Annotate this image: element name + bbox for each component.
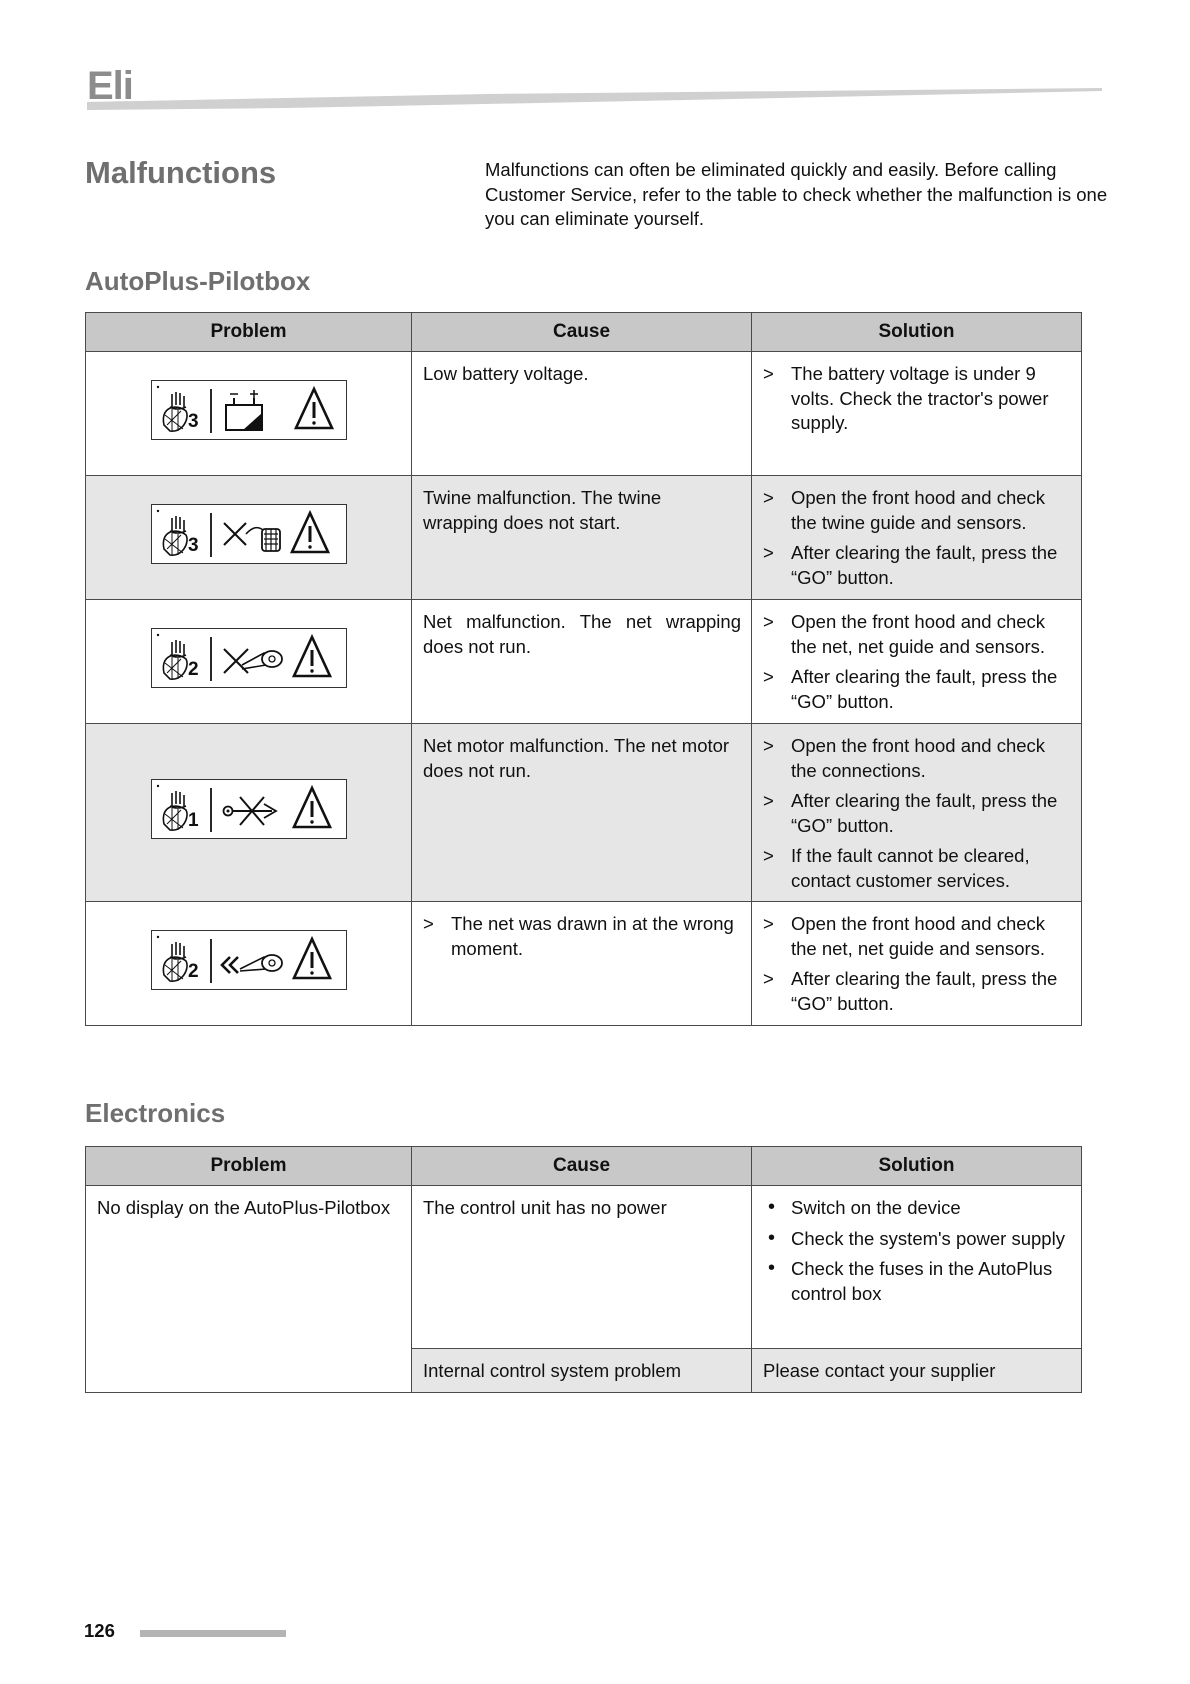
solution-step: > After clearing the fault, press the “GO” button. [763,542,1058,588]
table-row [86,352,1082,476]
column-header-cause: Cause [412,313,752,352]
column-header-problem: Problem [86,1147,412,1186]
bale-count: 3 [187,535,199,557]
section-title-autoplus: AutoPlus-Pilotbox [85,266,311,296]
cause-cell: Net motor malfunction. The net motor does not run. [412,724,752,902]
solution-step: • Switch on the device [768,1196,961,1218]
cause-cell: The control unit has no power [412,1186,752,1349]
problem-cell [86,476,412,600]
solution-step: > If the fault cannot be cleared, contact customer services. [763,845,1030,891]
solution-cell: Please contact your supplier [752,1349,1082,1393]
table-row [86,724,1082,902]
problem-cell [86,724,412,902]
table-row [86,902,1082,1026]
solution-step: > Open the front hood and check the twine guide and sensors. [763,487,1046,533]
problem-cell [86,352,412,476]
solution-cell [752,724,1082,902]
net-motor-warning-icon [151,779,347,839]
cause-cell: Net malfunction. The net wrapping does not run. [412,600,752,724]
net-drawn-warning-icon [151,930,347,990]
column-header-solution: Solution [752,1147,1082,1186]
table-header-row [86,313,1082,352]
brand-logo: Eli [87,64,133,108]
solution-step: > After clearing the fault, press the “GO” button. [763,968,1058,1014]
autoplus-malfunction-table [85,312,1082,1026]
bale-count: 1 [187,810,199,832]
bale-count: 2 [187,659,199,681]
column-header-cause: Cause [412,1147,752,1186]
cause-cell: Twine malfunction. The twine wrapping does not start. [412,476,752,600]
column-header-solution: Solution [752,313,1082,352]
section-title-electronics: Electronics [85,1098,226,1128]
problem-cell [86,600,412,724]
net-warning-icon [151,628,347,688]
solution-step: > The battery voltage is under 9 volts. Check the tractor's power supply. [763,363,1049,433]
problem-cell: No display on the AutoPlus-Pilotbox [86,1186,412,1393]
bale-count: 2 [187,961,199,983]
battery-warning-icon [151,380,347,440]
page-header [87,62,1102,114]
solution-cell [752,902,1082,1026]
solution-cell [752,352,1082,476]
header-swoosh [87,88,1102,114]
cause-cell [412,902,752,1026]
cause-cell: Internal control system problem [412,1349,752,1393]
solution-step: > Open the front hood and check the net, net guide and sensors. [763,611,1046,657]
solution-cell [752,600,1082,724]
solution-step: > After clearing the fault, press the “GO” button. [763,666,1058,712]
solution-step: > Open the front hood and check the connections. [763,735,1046,781]
solution-cell [752,1186,1082,1349]
solution-step: • Check the fuses in the AutoPlus control box [768,1257,1053,1304]
column-header-problem: Problem [86,313,412,352]
problem-cell [86,902,412,1026]
twine-warning-icon [151,504,347,564]
page-number: 126 [84,1620,115,1641]
solution-cell [752,476,1082,600]
table-row [86,1186,1082,1349]
table-row [86,476,1082,600]
solution-step: > After clearing the fault, press the “GO” button. [763,790,1058,836]
bale-count: 3 [187,411,199,433]
footer-bar [140,1630,286,1637]
solution-step: > Open the front hood and check the net, net guide and sensors. [763,913,1046,959]
electronics-malfunction-table [85,1146,1082,1393]
cause-step: > The net was drawn in at the wrong moment. [423,913,734,959]
intro-paragraph: Malfunctions can often be eliminated quickly and easily. Before calling Customer Service, refer to the table to check whether the malfunction is one you can eliminate yourself. [485,159,1108,229]
page-title: Malfunctions [85,155,277,190]
table-row [86,600,1082,724]
cause-cell: Low battery voltage. [412,352,752,476]
table-header-row [86,1147,1082,1186]
solution-step: • Check the system's power supply [768,1226,1065,1249]
